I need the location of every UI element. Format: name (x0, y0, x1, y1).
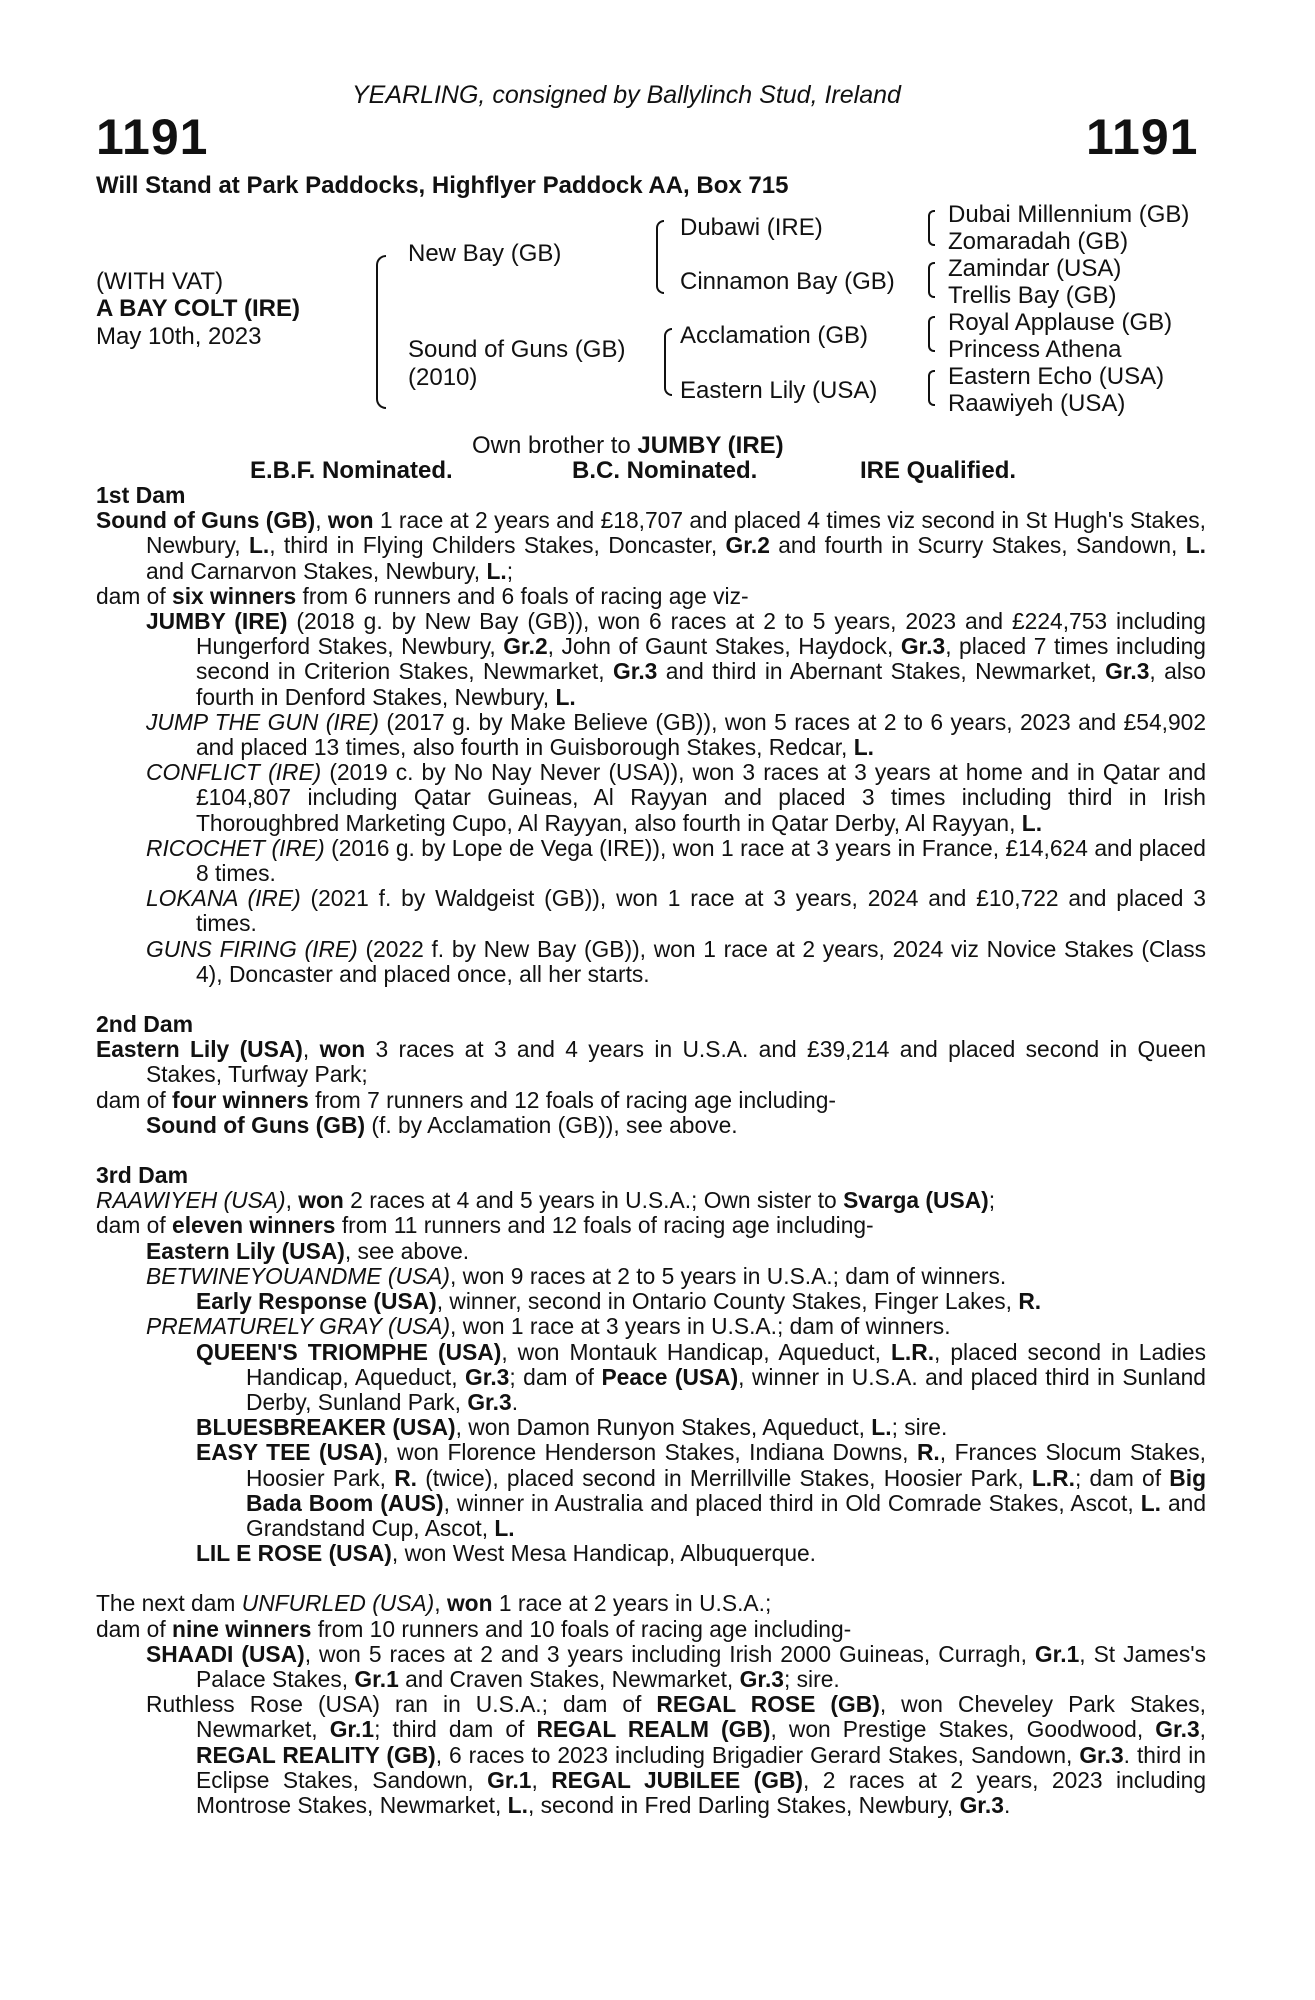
produce-record (96, 483, 1206, 1818)
produce-entry: Eastern Lily (USA), see above. (146, 1237, 470, 1264)
produce-entry: EASY TEE (USA), won Florence Henderson Stakes, Indiana Downs, R., Frances Slocum Stakes, Hoosier Park, R. (twice), placed second in Merrillville Stakes, Hoosier Park, L.R.; dam of Big Bada Boom (AUS), winner in Australia and placed third in Old Comrade Stakes, Ascot, L. and Grandstand Cup, Ascot, L. (196, 1439, 1207, 1541)
produce-entry: CONFLICT (IRE) (2019 c. by No Nay Never (USA)), won 3 races at 3 years at home and in Qatar and £104,807 including Qatar Guineas, Al Rayyan and placed 3 times including third in Irish Thoroughbred Marketing Cupo, Al Rayyan, also fourth in Qatar Derby, Al Rayyan, L. (146, 759, 1206, 836)
dam-summary: dam of six winners from 6 runners and 6 foals of racing age viz- (96, 582, 749, 609)
section-heading: 1st Dam (96, 482, 186, 508)
second-dam-summary: dam of four winners from 7 runners and 12 foals of racing age including- (96, 1086, 836, 1113)
ebf-nominated: E.B.F. Nominated. (250, 457, 453, 484)
second-dam-record: Eastern Lily (USA), won 3 races at 3 and 4 years in U.S.A. and £39,214 and placed second in Queen Stakes, Turfway Park; (96, 1036, 1207, 1088)
produce-entry: QUEEN'S TRIOMPHE (USA), won Montauk Handicap, Aqueduct, L.R., placed second in Ladies Handicap, Aqueduct, Gr.3; dam of Peace (USA), winner in U.S.A. and placed third in Sunland Derby, Sunland Park, Gr.3. (196, 1338, 1206, 1415)
section-heading: 3rd Dam (96, 1162, 189, 1189)
pedigree-sire-sire: Dubawi (IRE) (680, 214, 823, 241)
pedigree-sss: Dubai Millennium (GB) (948, 201, 1190, 228)
dam-record: Sound of Guns (GB), won 1 race at 2 years and £18,707 and placed 4 times viz second in St Hugh's Stakes, Newbury, L., third in Flying Childers Stakes, Doncaster, Gr.2 and fourth in Scurry Stakes, Sandown, L. and Carnarvon Stakes, Newbury, L.; (96, 507, 1206, 584)
third-dam-record: RAAWIYEH (USA), won 2 races at 4 and 5 years in U.S.A.; Own sister to Svarga (USA); (96, 1187, 996, 1214)
produce-entry: RICOCHET (IRE) (2016 g. by Lope de Vega (IRE)), won 1 race at 3 years in France, £14,624 and placed 8 times. (146, 834, 1206, 887)
produce-entry: LOKANA (IRE) (2021 f. by Waldgeist (GB)), won 1 race at 3 years, 2024 and £10,722 and placed 3 times. (146, 885, 1206, 937)
pedigree-dam-sire: Acclamation (GB) (680, 322, 869, 349)
produce-entry: GUNS FIRING (IRE) (2022 f. by New Bay (GB)), won 1 race at 2 years, 2024 viz Novice Stakes (Class 4), Doncaster and placed once, all her starts. (146, 935, 1206, 987)
produce-entry: SHAADI (USA), won 5 races at 2 and 3 years including Irish 2000 Guineas, Curragh, Gr.1, St James's Palace Stakes, Gr.1 and Craven Stakes, Newmarket, Gr.3; sire. (146, 1640, 1207, 1692)
pedigree-sire-dam: Cinnamon Bay (GB) (680, 268, 895, 295)
lot-number-left: 1191 (96, 109, 209, 165)
pedigree-sire: New Bay (GB) (408, 240, 562, 267)
pedigree-ddd: Raawiyeh (USA) (948, 390, 1126, 417)
brace-main (376, 255, 386, 409)
lot-number-right: 1191 (1086, 109, 1199, 165)
bc-nominated: B.C. Nominated. (572, 457, 758, 484)
horse-name: A BAY COLT (IRE) (96, 295, 301, 322)
produce-entry: BLUESBREAKER (USA), won Damon Runyon Stakes, Aqueduct, L.; sire. (196, 1414, 948, 1441)
pedigree-dsd: Princess Athena (948, 336, 1122, 363)
brace-ds (928, 316, 935, 352)
pedigree-dss: Royal Applause (GB) (948, 309, 1173, 336)
pedigree-dam-dam: Eastern Lily (USA) (680, 377, 878, 404)
produce-entry: Ruthless Rose (USA) ran in U.S.A.; dam of REGAL ROSE (GB), won Cheveley Park Stakes, Newmarket, Gr.1; third dam of REGAL REALM (GB), won Prestige Stakes, Goodwood, Gr.3, REGAL REALITY (GB), 6 races to 2023 including Brigadier Gerard Stakes, Sandown, Gr.3. third in Eclipse Stakes, Sandown, Gr.1, REGAL JUBILEE (GB), 2 races at 2 years, 2023 including Montrose Stakes, Newmarket, L., second in Fred Darling Stakes, Newbury, Gr.3. (146, 1691, 1206, 1818)
produce-entry: BETWINEYOUANDME (USA), won 9 races at 2 to 5 years in U.S.A.; dam of winners. (146, 1262, 1007, 1289)
own-brother-name: JUMBY (IRE) (637, 432, 784, 459)
ire-qualified: IRE Qualified. (860, 457, 1017, 484)
brace-dam (664, 328, 672, 396)
consignment-line: YEARLING, consigned by Ballylinch Stud, Ireland (352, 81, 901, 109)
produce-entry: PREMATURELY GRAY (USA), won 1 race at 3 years in U.S.A.; dam of winners. (146, 1313, 951, 1340)
third-dam-summary: dam of eleven winners from 11 runners and 12 foals of racing age including- (96, 1212, 874, 1239)
next-dam-summary: dam of nine winners from 10 runners and 10 foals of racing age including- (96, 1615, 852, 1642)
next-dam-record: The next dam UNFURLED (USA), won 1 race at 2 years in U.S.A.; (96, 1590, 772, 1617)
brace-sire (656, 220, 664, 294)
brace-ss (928, 210, 935, 246)
produce-entry: JUMBY (IRE) (2018 g. by New Bay (GB)), won 6 races at 2 to 5 years, 2023 and £224,753 including Hungerford Stakes, Newbury, Gr.2, John of Gaunt Stakes, Haydock, Gr.3, placed 7 times including second in Criterion Stakes, Newmarket, Gr.3 and third in Abernant Stakes, Newmarket, Gr.3, also fourth in Denford Stakes, Newbury, L. (146, 608, 1206, 710)
produce-entry: Sound of Guns (GB) (f. by Acclamation (GB)), see above. (146, 1111, 738, 1138)
section-heading: 2nd Dam (96, 1011, 194, 1038)
horse-dob: May 10th, 2023 (96, 323, 262, 350)
brace-sd (928, 262, 935, 298)
vat-label: (WITH VAT) (96, 268, 224, 295)
produce-entry: Early Response (USA), winner, second in Ontario County Stakes, Finger Lakes, R. (196, 1288, 1042, 1315)
own-brother-prefix: Own brother to (472, 432, 638, 459)
brace-dd (928, 370, 935, 406)
own-brother-note (472, 432, 784, 460)
produce-entry: JUMP THE GUN (IRE) (2017 g. by Make Believe (GB)), won 5 races at 2 to 6 years, 2023 and £54,902 and placed 13 times, also fourth in Guisborough Stakes, Redcar, L. (146, 708, 1206, 761)
produce-entry: LIL E ROSE (USA), won West Mesa Handicap, Albuquerque. (196, 1540, 817, 1567)
pedigree-ssd: Zomaradah (GB) (948, 228, 1129, 255)
pedigree-sdd: Trellis Bay (GB) (948, 282, 1117, 309)
pedigree-dam-year: (2010) (408, 364, 478, 391)
pedigree-dam: Sound of Guns (GB) (408, 336, 626, 363)
pedigree-dds: Eastern Echo (USA) (948, 363, 1165, 390)
stand-location: Will Stand at Park Paddocks, Highflyer Paddock AA, Box 715 (96, 172, 789, 199)
pedigree-sds: Zamindar (USA) (948, 255, 1122, 282)
